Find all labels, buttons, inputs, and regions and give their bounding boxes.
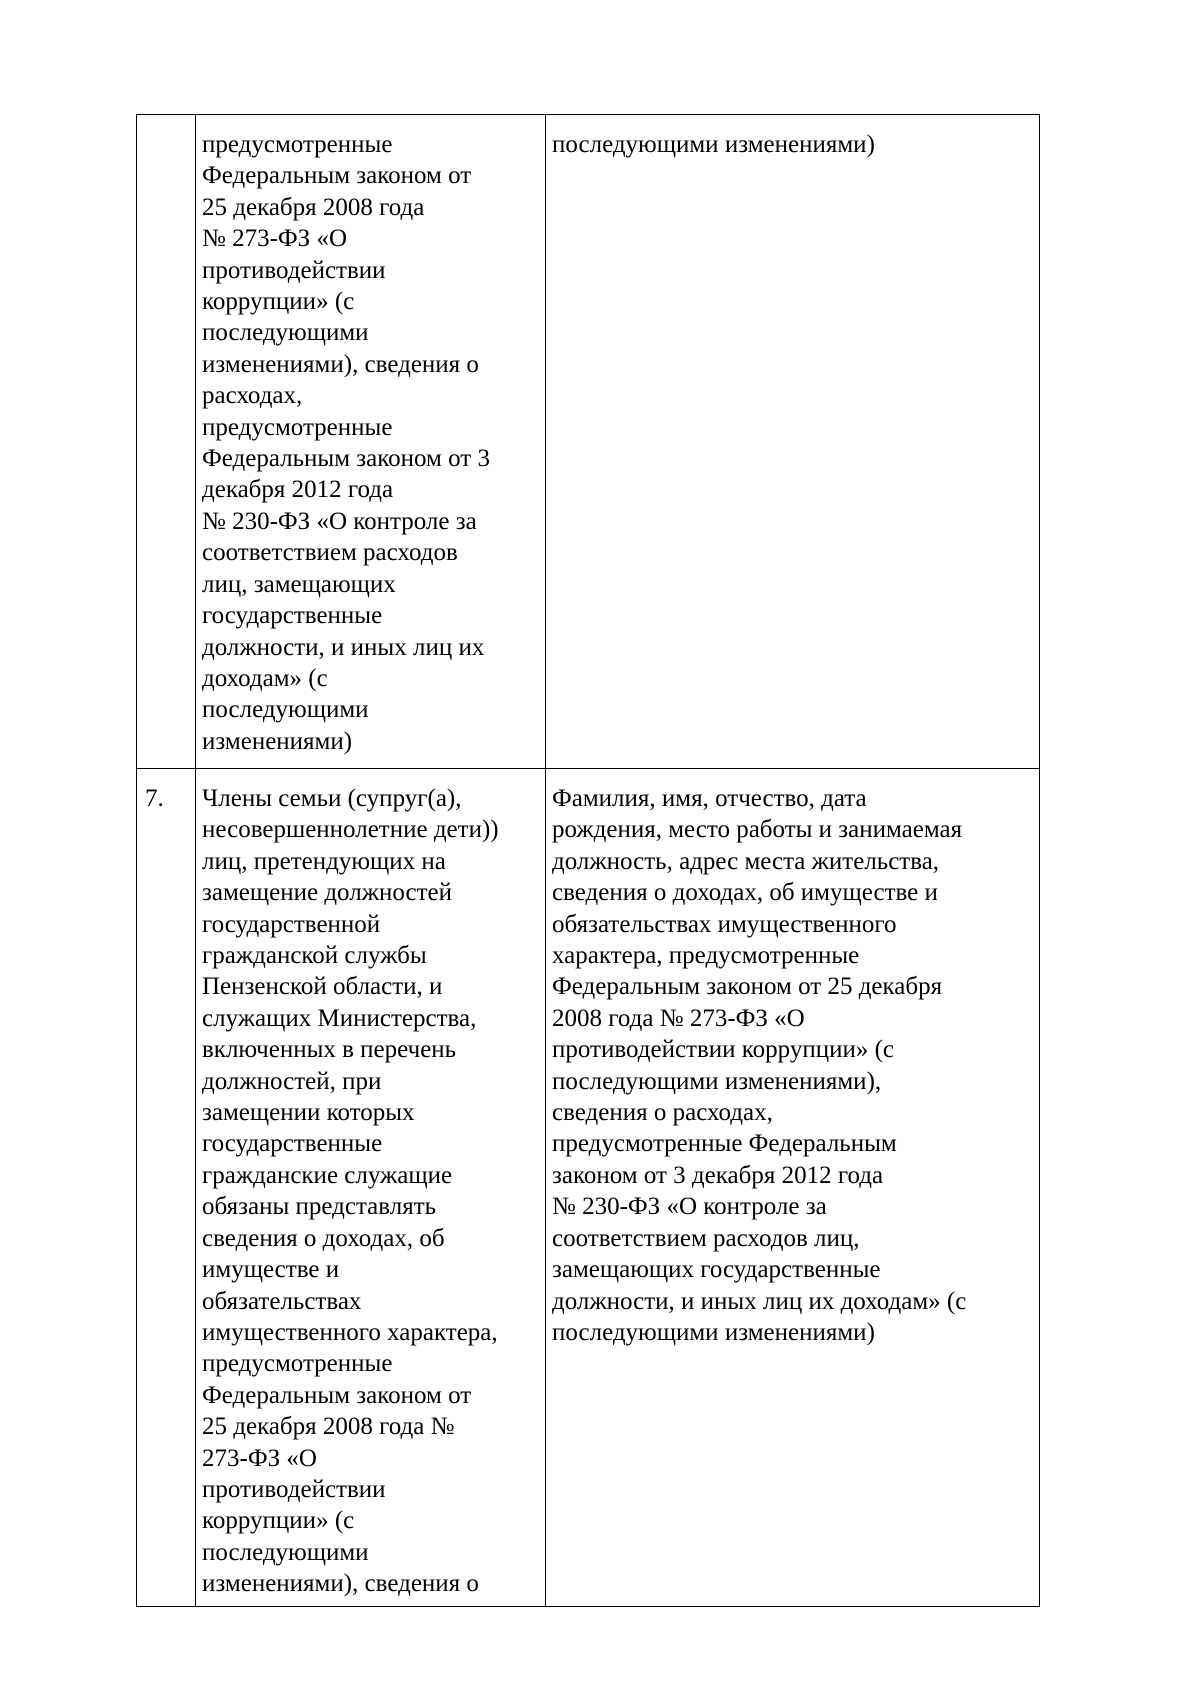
- row-number-cell: [137, 115, 196, 769]
- table-row: [137, 115, 1040, 769]
- data-cell: [546, 769, 1040, 1607]
- subject-cell: [196, 769, 546, 1607]
- table-row: [137, 769, 1040, 1607]
- data-table: [136, 114, 1040, 1607]
- subject-text: Члены семьи (супруг(а), несовершеннолетние дети)) лиц, претендующих на замещение должностей государственной гражданской службы Пензенской области, и служащих Министерства, включенных в перечень должностей, при замещении которых государственные гражданские служащие обязаны представлять сведения о доходах, об имуществе и обязательствах имущественного характера, предусмотренные Федеральным законом от 25 декабря 2008 года № 273-ФЗ «О противодействии коррупции» (с последующими изменениями), сведения о: [202, 785, 499, 1598]
- data-cell: [546, 115, 1040, 769]
- row-number-cell: [137, 769, 196, 1607]
- row-number: 7.: [145, 785, 164, 812]
- subject-text: предусмотренные Федеральным законом от 25 декабря 2008 года № 273-ФЗ «О противодействии коррупции» (с последующими изменениями), сведения о расходах, предусмотренные Федеральным законом от 3 декабря 2012 года № 230-ФЗ «О контроле за соответствием расходов лиц, замещающих государственные должности, и иных лиц их доходам» (с последующими изменениями): [202, 131, 490, 755]
- data-text: Фамилия, имя, отчество, дата рождения, место работы и занимаемая должность, адрес места жительства, сведения о доходах, об имуществе и обязательствах имущественного характера, предусмотренные Федеральным законом от 25 декабря 2008 года № 273-ФЗ «О противодействии коррупции» (с последующими изменениями), сведения о расходах, предусмотренные Федеральным законом от 3 декабря 2012 года № 230-ФЗ «О контроле за соответствием расходов лиц, замещающих государственные должности, и иных лиц их доходам» (с последующими изменениями): [552, 785, 967, 1346]
- subject-cell: [196, 115, 546, 769]
- data-text: последующими изменениями): [552, 131, 875, 158]
